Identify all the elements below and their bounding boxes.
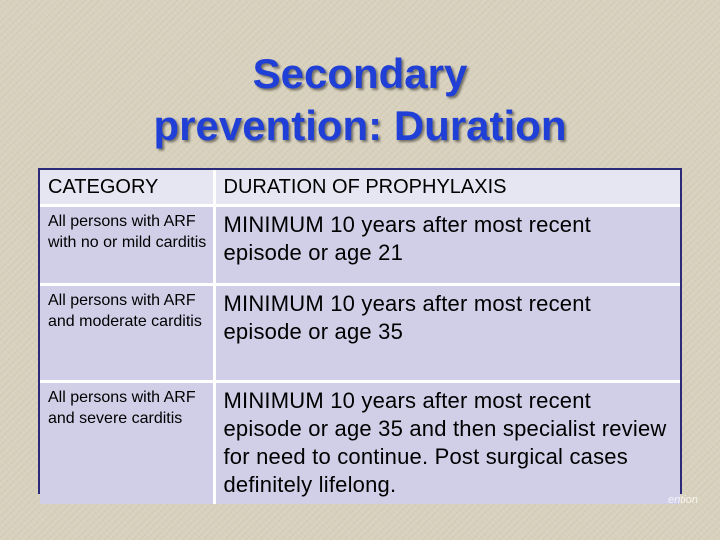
- category-cell: All persons with ARF and severe carditis: [40, 381, 214, 504]
- slide-title: [0, 48, 720, 152]
- duration-table: [38, 168, 682, 497]
- slide-title-line-2: prevention: Duration: [153, 102, 567, 149]
- header-category: CATEGORY: [40, 170, 214, 205]
- duration-cell: MINIMUM 10 years after most recent episode or age 35: [214, 284, 680, 381]
- category-cell: All persons with ARF with no or mild carditis: [40, 205, 214, 284]
- slide-title-line-1: Secondary: [252, 50, 468, 97]
- table-header-row: [40, 170, 680, 205]
- duration-cell: MINIMUM 10 years after most recent episode or age 35 and then specialist review for need to continue. Post surgical cases definitely lifelong.: [214, 381, 680, 504]
- header-duration: DURATION OF PROPHYLAXIS: [214, 170, 680, 205]
- table-row: [40, 284, 680, 381]
- table-row: [40, 205, 680, 284]
- footer-text-fragment: ention: [668, 494, 698, 506]
- duration-cell: MINIMUM 10 years after most recent episode or age 21: [214, 205, 680, 284]
- duration-table-grid: [40, 170, 680, 504]
- table-row: [40, 381, 680, 504]
- category-cell: All persons with ARF and moderate carditis: [40, 284, 214, 381]
